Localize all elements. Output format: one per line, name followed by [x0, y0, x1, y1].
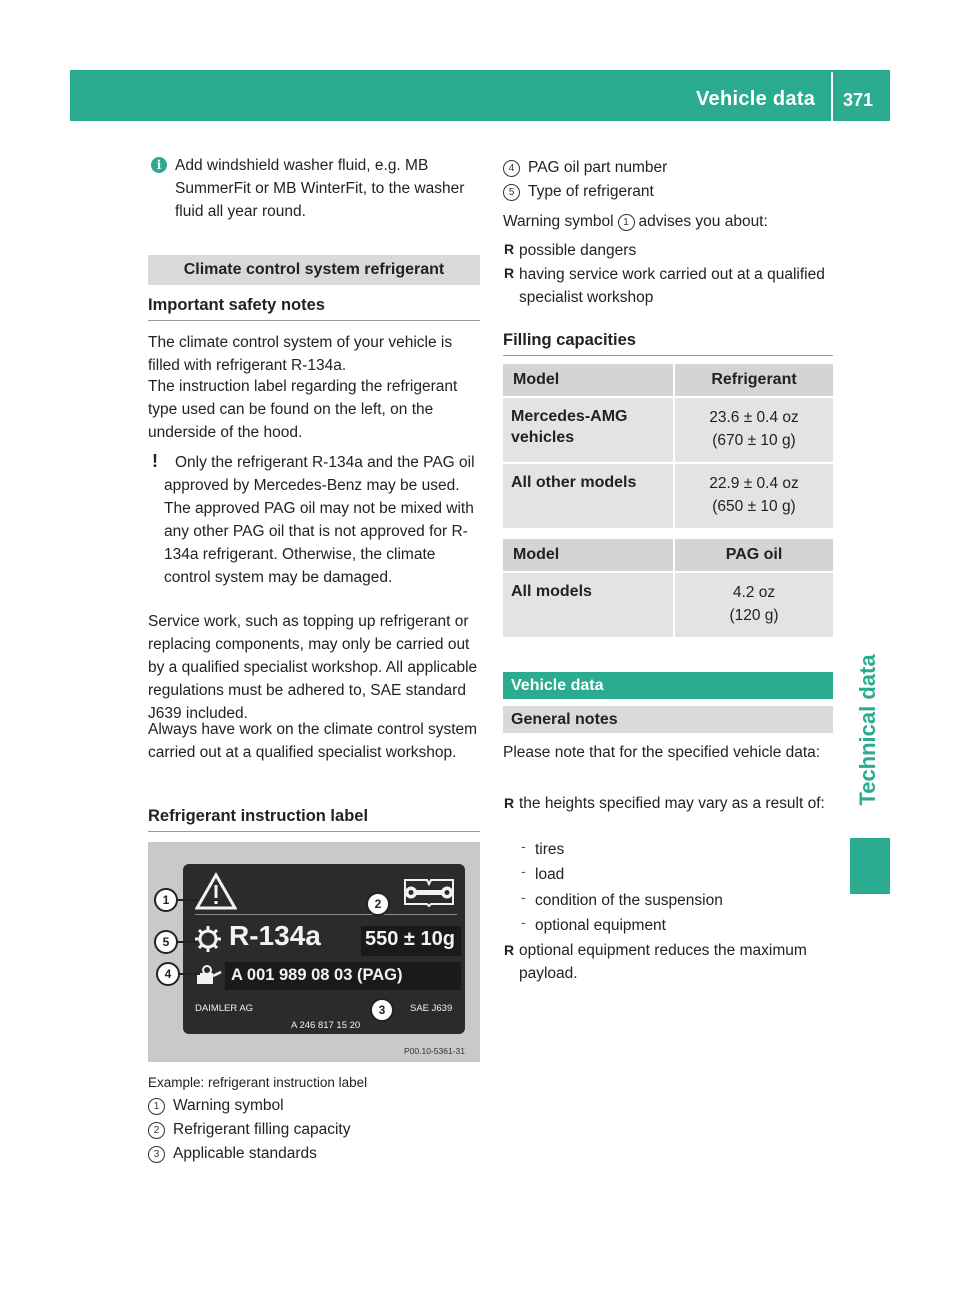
- bullet-marker: R: [504, 795, 515, 811]
- label-capacity-text: 550 ± 10g: [365, 928, 455, 950]
- general-notes-title: General notes: [503, 706, 833, 733]
- paragraph: Service work, such as topping up refrigerant or replacing components, may only be carried out by a qualified specialist workshop. All applicable regulations must be adhered to, SAE standard J639 included.: [148, 613, 478, 722]
- info-note: Add windshield washer fluid, e.g. MB SummerFit or MB WinterFit, to the washer fluid all year round.: [175, 157, 465, 220]
- legend-item: 1 Warning symbol: [148, 1094, 284, 1117]
- callout-5: 5: [154, 930, 178, 954]
- filling-heading: Filling capacities: [503, 331, 636, 349]
- legend-item: 4 PAG oil part number: [503, 156, 667, 179]
- label-photo: [148, 842, 480, 1062]
- callout-line: [178, 899, 198, 901]
- table-row: Mercedes-AMG vehicles 23.6 ± 0.4 oz (670 ± 10 g): [503, 398, 833, 462]
- divider: [148, 320, 480, 321]
- warning-icon: !: [152, 451, 158, 471]
- callout-4: 4: [156, 962, 180, 986]
- image-caption: Example: refrigerant instruction label: [148, 1075, 368, 1090]
- label-standard-text: SAE J639: [410, 1003, 453, 1014]
- bullet-item: having service work carried out at a qualified specialist workshop: [519, 266, 825, 306]
- paragraph: Always have work on the climate control system carried out at a qualified specialist workshop.: [148, 721, 478, 761]
- legend-item: 5 Type of refrigerant: [503, 180, 654, 203]
- callout-line: [178, 941, 198, 943]
- label-heading: Refrigerant instruction label: [148, 807, 369, 825]
- bullet-marker: R: [504, 265, 515, 281]
- bullet-marker: R: [504, 241, 515, 257]
- header-title: Vehicle data: [696, 88, 816, 110]
- sub-bullet-item: optional equipment: [535, 917, 666, 934]
- dash-marker: -: [521, 838, 526, 854]
- side-tab-block: [850, 838, 890, 894]
- table-header: PAG oil: [675, 539, 833, 571]
- callout-line: [180, 973, 200, 975]
- table-row: All models 4.2 oz (120 g): [503, 573, 833, 637]
- paragraph: The instruction label regarding the refrigerant type used can be found on the left, on the underside of the hood.: [148, 378, 458, 441]
- label-part-number-text: A 001 989 08 03 (PAG): [231, 966, 403, 984]
- label-manufacturer-text: DAIMLER AG: [195, 1003, 254, 1014]
- side-tab-label: Technical data: [855, 654, 880, 806]
- label-rule: [195, 914, 457, 915]
- divider: [503, 355, 833, 356]
- dash-marker: -: [521, 863, 526, 879]
- sub-bullet-item: condition of the suspension: [535, 892, 723, 909]
- gear-icon: [193, 924, 223, 954]
- sub-bullet-item: load: [535, 866, 565, 883]
- table-header: Refrigerant: [675, 364, 833, 396]
- photo-code: P00.10-5361-31: [404, 1046, 465, 1056]
- legend-item: 3 Applicable standards: [148, 1142, 317, 1165]
- vehicle-data-title: Vehicle data: [503, 672, 833, 699]
- instruction-label: [183, 864, 465, 1034]
- info-icon: i: [151, 157, 167, 173]
- header-divider: [831, 72, 833, 121]
- table-header: Model: [503, 539, 673, 571]
- table-header: Model: [503, 364, 673, 396]
- warning-intro: Warning symbol 1 advises you about:: [503, 213, 768, 230]
- safety-heading: Important safety notes: [148, 296, 325, 314]
- pag-oil-table: [501, 537, 835, 639]
- warning-note: Only the refrigerant R-134a and the PAG oil approved by Mercedes-Benz may be used. The approved PAG oil may not be mixed with any other PAG oil that is not approved for R-134a refrigerant. Otherwise, the climate control system may be damaged.: [164, 454, 475, 586]
- dash-marker: -: [521, 889, 526, 905]
- bullet-item: the heights specified may vary as a result of:: [519, 795, 825, 812]
- callout-2: 2: [366, 892, 390, 916]
- bullet-marker: R: [504, 942, 515, 958]
- label-refrigerant-text: R-134a: [229, 920, 321, 951]
- warning-triangle-icon: [195, 872, 237, 910]
- table-row: All other models 22.9 ± 0.4 oz (650 ± 10 g): [503, 464, 833, 528]
- dash-marker: -: [521, 914, 526, 930]
- page-number: 371: [843, 90, 874, 110]
- callout-3: 3: [370, 998, 394, 1022]
- label-number-text: A 246 817 15 20: [291, 1020, 361, 1031]
- oil-can-icon: [193, 964, 223, 988]
- sub-bullet-item: tires: [535, 841, 565, 858]
- section-title: Climate control system refrigerant: [148, 255, 480, 285]
- general-intro: Please note that for the specified vehicle data:: [503, 744, 821, 761]
- service-manual-icon: [399, 876, 457, 908]
- bullet-item: optional equipment reduces the maximum payload.: [519, 942, 807, 982]
- bullet-item: possible dangers: [519, 242, 637, 259]
- refrigerant-table: [501, 362, 835, 530]
- paragraph: The climate control system of your vehicle is filled with refrigerant R-134a.: [148, 334, 453, 374]
- divider: [148, 831, 480, 832]
- legend-item: 2 Refrigerant filling capacity: [148, 1118, 350, 1141]
- callout-1: 1: [154, 888, 178, 912]
